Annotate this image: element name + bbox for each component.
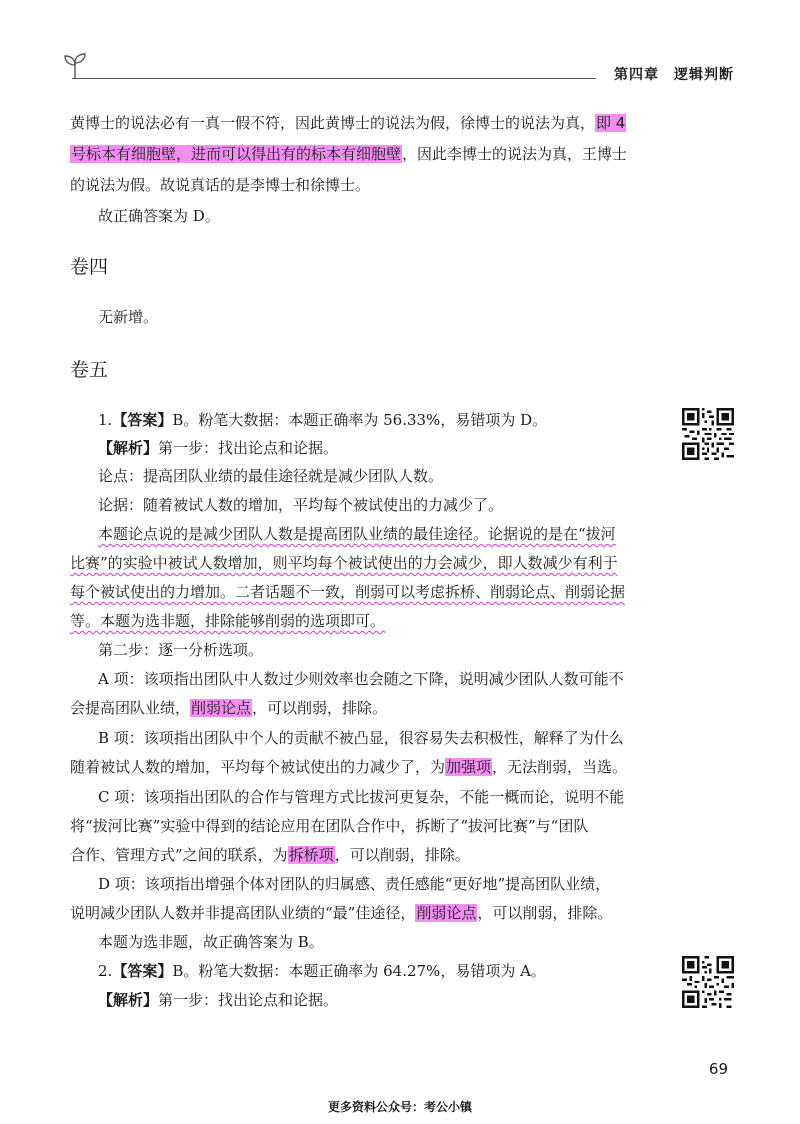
sprout-logo-icon [60,50,90,80]
qr-code-icon[interactable] [682,408,734,460]
q1-optC-line-3 [70,844,470,866]
section-title-vol5: 卷五 [70,359,109,381]
q1-summary-line-4 [70,610,385,632]
answer-text: B。粉笔大数据：本题正确率为 64.27%，易错项为 A。 [172,962,546,980]
question-number: 2. [98,962,113,980]
q1-summary-line-3 [70,581,625,603]
underlined-text: 等。本题为选非题，排除能够削弱的选项即可。 [70,612,386,630]
q1-optC-line-2: 将“拔河比赛”实验中得到的结论应用在团队合作中，拆断了“拔河比赛”与“团队 [70,817,589,835]
text: ，可以削弱，排除。 [252,699,388,717]
q2-answer-line [98,960,546,982]
page-number: 69 [708,1060,728,1078]
chapter-title: 第四章 逻辑判断 [614,67,734,83]
q2-analysis-line [98,989,338,1011]
text: 说明减少团队人数并非提高团队业绩的“最”佳途径， [70,904,416,922]
footer-note: 更多资料公众号：考公小镇 [327,1100,472,1114]
analysis-label: 【解析】 [98,439,159,457]
q1-optA-line-2 [70,697,387,719]
p1-line-2 [70,143,627,165]
q1-summary-line-2 [70,552,618,574]
text: 黄博士的说法必有一真一假不符，因此黄博士的说法为假，徐博士的说法为真， [70,114,596,132]
underlined-text: 每个被试使出的力增加。二者话题不一致，削弱可以考虑拆桥、削弱论点、削弱论据 [70,583,626,601]
text: 随着被试人数的增加，平均每个被试使出的力减少了，为 [70,758,446,776]
q1-argument: 论点：提高团队业绩的最佳途径就是减少团队人数。 [98,467,444,485]
highlight: 号标本有细胞壁，进而可以得出有的标本有细胞壁 [71,145,402,163]
underlined-text: 比赛”的实验中被试人数增加，则平均每个被试使出的力会减少，即人数减少有利于 [70,554,618,572]
q1-analysis-line [98,437,338,459]
q1-optD-line-1: D 项：该项指出增强个体对团队的归属感、责任感能“更好地”提高团队业绩， [98,875,611,893]
q1-optD-line-2 [70,902,612,924]
qr-code-icon[interactable] [682,956,734,1008]
text: 合作、管理方式”之间的联系，为 [70,846,288,864]
highlight: 削弱论点 [416,904,477,922]
text: ，可以削弱，排除。 [477,904,613,922]
question-number: 1. [98,411,113,429]
q1-optA-line-1: A 项：该项指出团队中人数过少则效率也会随之下降，说明减少团队人数可能不 [98,670,624,688]
answer-text: B。粉笔大数据：本题正确率为 56.33%，易错项为 D。 [172,411,548,429]
answer-label: 【答案】 [112,962,173,980]
q1-optB-line-2 [70,756,627,778]
q1-summary-line-1 [98,523,616,545]
analysis-text: 第一步：找出论点和论据。 [158,991,339,1009]
underlined-text: 本题论点说的是减少团队人数是提高团队业绩的最佳途径。论据说的是在“拔河 [98,525,616,543]
text: ，因此李博士的说法为真，王博士 [402,145,628,163]
answer-label: 【答案】 [112,411,173,429]
text: ，无法削弱，当选。 [492,758,628,776]
text: 会提高团队业绩， [70,699,191,717]
text: ，可以削弱，排除。 [334,846,470,864]
q1-optB-line-1: B 项：该项指出团队中个人的贡献不被凸显，很容易失去积极性，解释了为什么 [98,729,624,747]
analysis-text: 第一步：找出论点和论据。 [158,439,339,457]
q1-answer-line [98,409,547,431]
highlight: 削弱论点 [191,699,252,717]
p1-line-1 [70,112,626,134]
q1-evidence: 论据：随着被试人数的增加，平均每个被试使出的力减少了。 [98,496,504,514]
highlight: 加强项 [446,758,492,776]
p1-answer: 故正确答案为 D。 [98,207,220,225]
q1-optC-line-1: C 项：该项指出团队的合作与管理方式比拔河更复杂，不能一概而论，说明不能 [98,788,625,806]
header-rule [72,78,596,79]
section-title-vol4: 卷四 [70,256,109,278]
q1-step2: 第二步：逐一分析选项。 [98,641,264,659]
vol4-text: 无新增。 [98,308,159,326]
p1-line-3: 的说法为假。故说真话的是李博士和徐博士。 [70,176,371,194]
highlight: 即 4 [596,114,626,132]
analysis-label: 【解析】 [98,991,159,1009]
q1-conclusion: 本题为选非题，故正确答案为 B。 [98,933,324,951]
highlight: 拆桥项 [288,846,334,864]
